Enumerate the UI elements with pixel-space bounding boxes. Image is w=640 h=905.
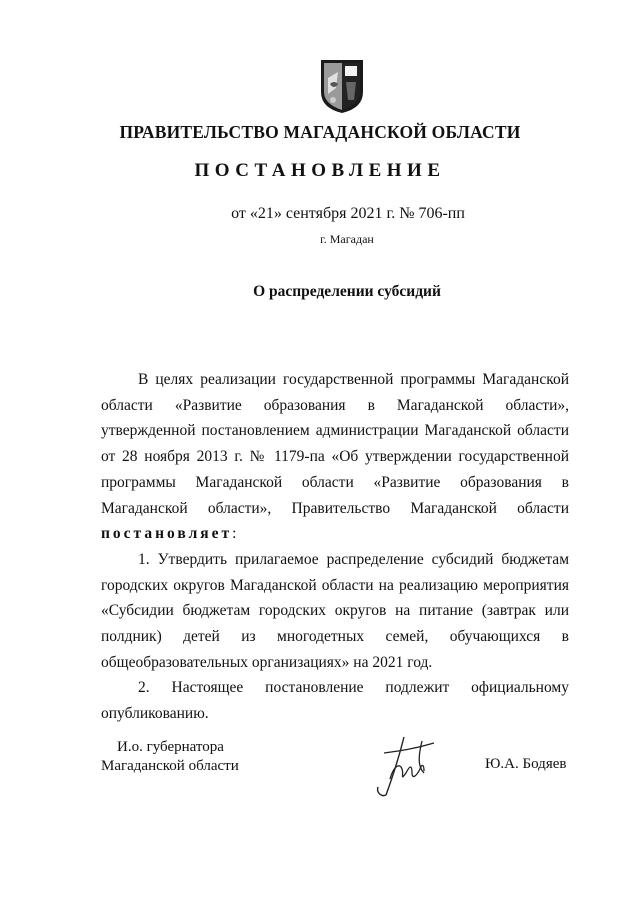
preamble-text: В целях реализации государственной программы Магаданской области «Развитие образования в Магаданской области», утвержденной постановлением администрации Магаданской области от 28 ноября 2013 г. № 1179-па «Об утверждении государственной программы Магаданской области «Развитие образования в Магаданской области», Правительство Магаданской области <box>101 371 569 517</box>
document-type: ПОСТАНОВЛЕНИЕ <box>194 160 446 181</box>
preamble-end: : <box>232 525 237 543</box>
decree-subject: О распределении субсидий <box>253 283 441 300</box>
item-2-paragraph: 2. Настоящее постановление подлежит официальному опубликованию. <box>101 679 569 723</box>
coat-of-arms-icon <box>319 58 365 114</box>
city-line: г. Магадан <box>320 232 374 246</box>
position-line-2: Магаданской области <box>101 758 239 774</box>
resolves-word: постановляет <box>101 525 233 543</box>
signatory-name: Ю.А. Бодяев <box>485 756 567 772</box>
item-1-paragraph: 1. Утвердить прилагаемое распределение субсидий бюджетам городских округов Магаданской области на реализацию мероприятия «Субсидии бюджетам городских округов на питание (завтрак или полдник) детей из многодетных семей, обучающихся в общеобразовательных организациях» на 2021 год. <box>101 550 569 671</box>
decree-body <box>101 367 569 727</box>
signatory-position <box>101 738 239 776</box>
government-title: ПРАВИТЕЛЬСТВО МАГАДАНСКОЙ ОБЛАСТИ <box>119 122 521 142</box>
preamble-paragraph <box>101 367 569 547</box>
position-line-1: И.о. губернатора <box>117 739 224 755</box>
handwritten-signature-icon <box>364 733 456 801</box>
date-number-line: от «21» сентября 2021 г. № 706-пп <box>231 205 465 222</box>
